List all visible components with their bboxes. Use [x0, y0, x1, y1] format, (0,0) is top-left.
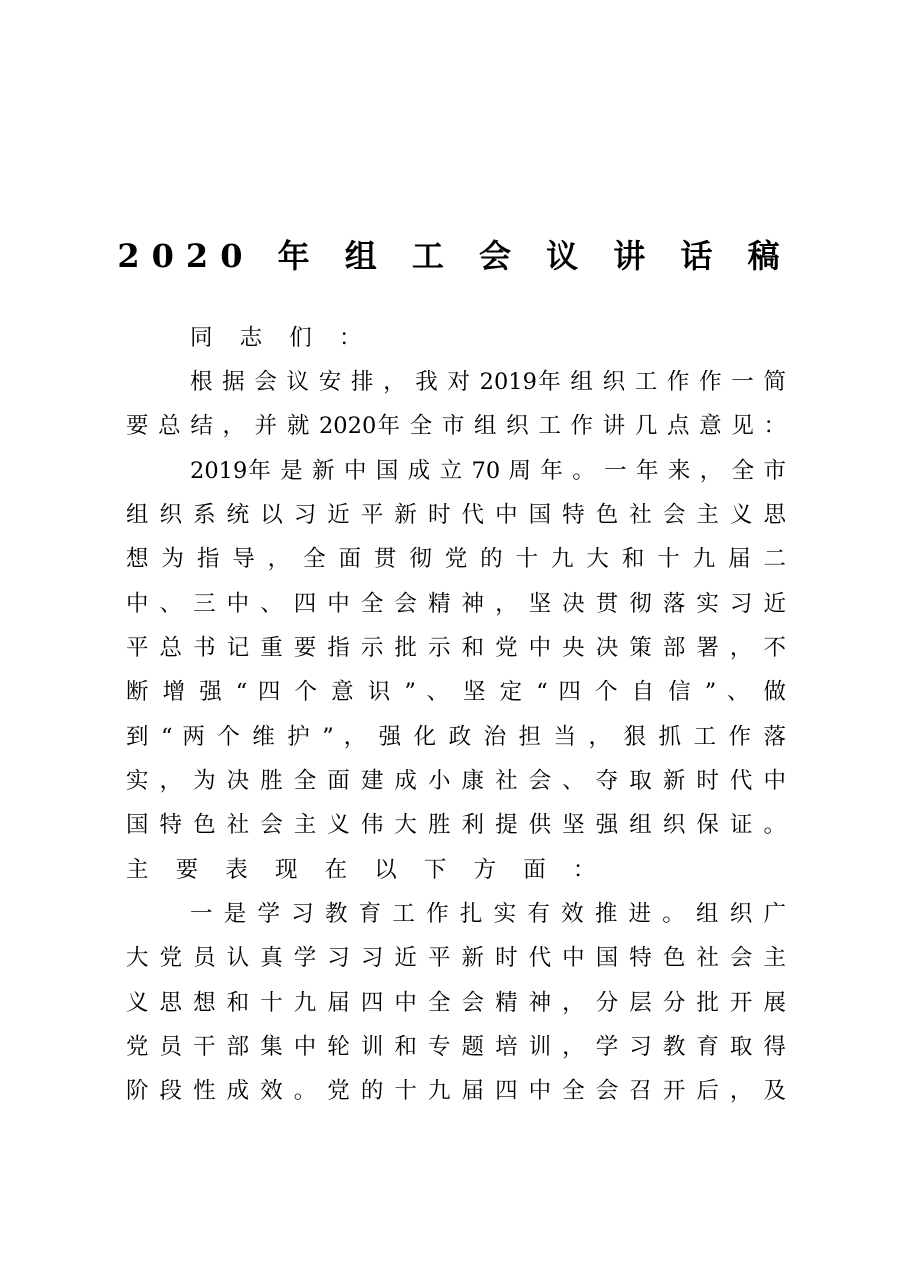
paragraph-line: 根 据 会 议 安 排 ， 我 对 2019年 组 织 工 作 作 一 简 — [190, 369, 786, 395]
paragraph-line: 阶 段 性 成 效 。 党 的 十 九 届 四 中 全 会 召 开 后 ， 及 — [126, 1078, 786, 1104]
paragraph-line: 组 织 系 统 以 习 近 平 新 时 代 中 国 特 色 社 会 主 义 思 — [126, 502, 786, 528]
paragraph-line: 一 是 学 习 教 育 工 作 扎 实 有 效 推 进 。 组 织 广 — [190, 901, 786, 927]
paragraph-line: 国 特 色 社 会 主 义 伟 大 胜 利 提 供 坚 强 组 织 保 证 。 — [126, 812, 786, 838]
paragraph-line: 党 员 干 部 集 中 轮 训 和 专 题 培 训 ， 学 习 教 育 取 得 — [126, 1034, 786, 1060]
paragraph-line: 实 ， 为 决 胜 全 面 建 成 小 康 社 会 、 夺 取 新 时 代 中 — [126, 768, 786, 794]
paragraph-line: 大 党 员 认 真 学 习 习 近 平 新 时 代 中 国 特 色 社 会 主 — [126, 945, 786, 971]
paragraph-line: 平 总 书 记 重 要 指 示 批 示 和 党 中 央 决 策 部 署 ， 不 — [126, 635, 786, 661]
paragraph-line: 想 为 指 导 ， 全 面 贯 彻 党 的 十 九 大 和 十 九 届 二 — [126, 546, 786, 572]
paragraph-line: 到 “ 两 个 维 护 ” ， 强 化 政 治 担 当 ， 狠 抓 工 作 落 — [126, 724, 786, 750]
paragraph-line: 要 总 结 ， 并 就 2020年 全 市 组 织 工 作 讲 几 点 意 见 ： — [126, 413, 786, 439]
document-title: 2020 年 组 工 会 议 讲 话 稿 — [117, 237, 792, 275]
paragraph-line: 主 要 表 现 在 以 下 方 面 ： — [126, 857, 606, 883]
paragraph-line: 2019年 是 新 中 国 成 立 70 周 年 。 一 年 来 ， 全 市 — [190, 458, 786, 484]
paragraph-line: 断 增 强 “ 四 个 意 识 ” 、 坚 定 “ 四 个 自 信 ” 、 做 — [126, 679, 786, 705]
paragraph-line: 义 思 想 和 十 九 届 四 中 全 会 精 神 ， 分 层 分 批 开 展 — [126, 990, 786, 1016]
paragraph-line: 中 、 三 中 、 四 中 全 会 精 神 ， 坚 决 贯 彻 落 实 习 近 — [126, 591, 786, 617]
salutation-line: 同 志 们 ： — [190, 325, 372, 351]
